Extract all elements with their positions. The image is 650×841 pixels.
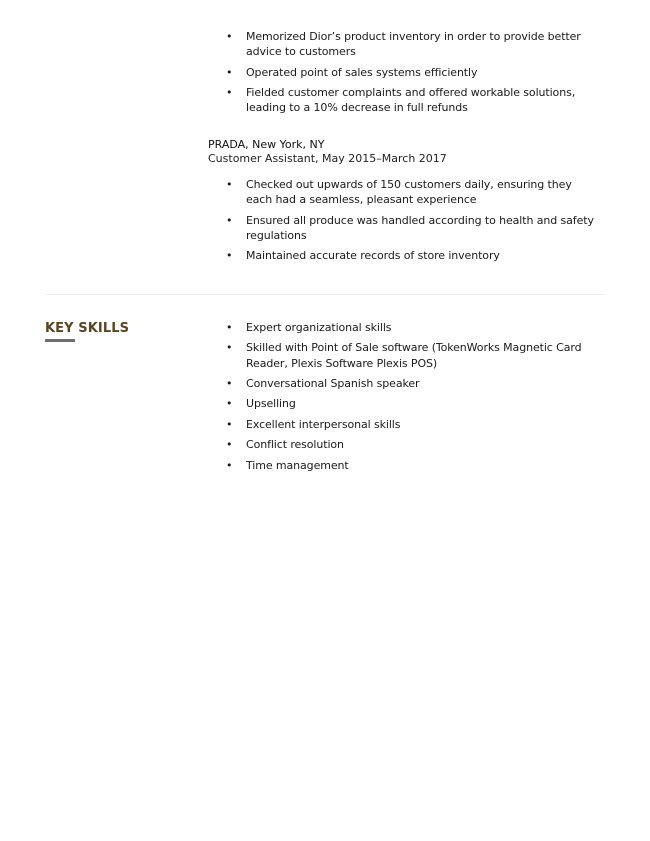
job-title: Customer Assistant, May 2015–March 2017 [208,151,447,165]
list-item: • Memorized Dior’s product inventory in order to provide better advice to customers [226,30,581,59]
list-item: • Expert organizational skills [226,321,392,334]
bullet-icon: • [226,341,233,355]
bullet-icon: • [226,376,233,390]
bullet-icon: • [226,321,233,334]
list-item: • Operated point of sales systems efficiently [226,65,478,79]
section-title-key-skills: KEY SKILLS [45,321,130,336]
list-item: • Ensured all produce was handled according to health and safety regulations [226,213,594,242]
bullet-icon: • [226,249,233,263]
bullet-icon: • [226,458,233,472]
list-item: • Conflict resolution [226,438,344,452]
section-underline [45,339,75,342]
list-item: • Skilled with Point of Sale software (TokenWorks Magnetic Card Reader, Plexis Software Plexis POS) [226,341,582,370]
list-item: • Time management [226,458,349,472]
job-company: PRADA, New York, NY [208,138,325,151]
list-item: • Checked out upwards of 150 customers daily, ensuring they each had a seamless, pleasant experience [226,178,572,207]
prada-job-header [208,138,447,165]
prada-bullet-list [226,177,596,269]
list-item: • Maintained accurate records of store inventory [226,249,500,263]
bullet-icon: • [226,397,233,411]
bullet-icon: • [226,30,233,43]
bullet-icon: • [226,178,233,191]
bullet-icon: • [226,85,233,99]
list-item: • Excellent interpersonal skills [226,417,401,431]
list-item: • Fielded customer complaints and offered workable solutions, leading to a 10% decrease in full refunds [226,85,576,115]
bullet-icon: • [226,65,233,79]
list-item: • Conversational Spanish speaker [226,376,420,390]
section-divider [45,294,605,295]
key-skills-list [226,320,596,478]
dior-bullet-list [226,29,596,121]
list-item: • Upselling [226,397,296,411]
bullet-icon: • [226,438,233,452]
bullet-icon: • [226,213,233,227]
bullet-icon: • [226,417,233,431]
